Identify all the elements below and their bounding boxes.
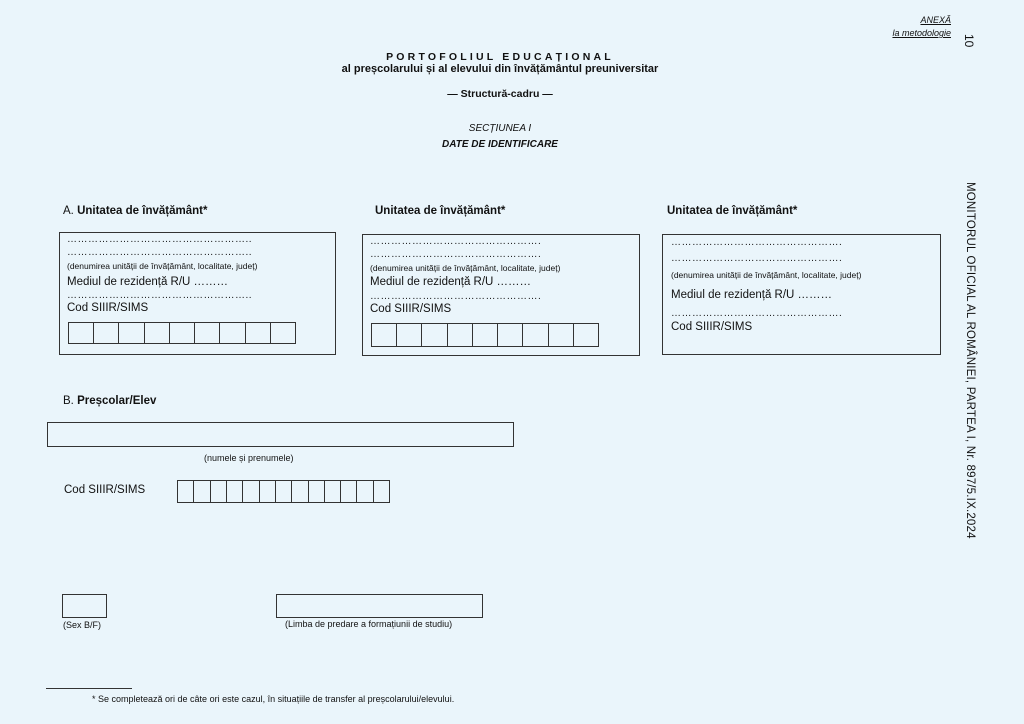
student-code-cells[interactable] [177, 480, 390, 503]
school-2-code-label: Cod SIIIR/SIMS [370, 303, 452, 315]
sidebar-publication: MONITORUL OFICIAL AL ROMÂNIEI, PARTEA I, Nr. 897/5.IX.2024 [964, 182, 976, 539]
school-2-environment[interactable]: Mediul de rezidență R/U ……… [370, 276, 532, 288]
school-3-dots-2[interactable]: …………………………………………. [671, 253, 843, 264]
school-3-dots-1[interactable]: …………………………………………. [671, 237, 843, 248]
school-3-heading [667, 205, 797, 217]
footnote: * Se completează ori de câte ori este cazul, în situațiile de transfer al preșcolarului/elevului. [92, 694, 455, 704]
student-name-field[interactable] [47, 422, 514, 447]
part-a-prefix: A. [63, 205, 74, 217]
school-2-heading [375, 205, 505, 217]
page-number: 10 [962, 34, 976, 48]
school-2-dots-3[interactable]: …………………………………………. [370, 291, 542, 302]
school-2-code-cells[interactable] [371, 323, 599, 347]
school-1-dots-3[interactable]: …………………………………………….. [67, 290, 253, 301]
school-3-environment[interactable]: Mediul de rezidență R/U ……… [671, 289, 833, 301]
school-3-dots-3[interactable]: …………………………………………. [671, 308, 843, 319]
school-2-dots-2[interactable]: …………………………………………. [370, 249, 542, 260]
annex-subtitle: la metodologie [892, 28, 951, 38]
school-3-box [662, 234, 941, 355]
student-code-label: Cod SIIIR/SIMS [64, 484, 146, 496]
structure-label: — Structură-cadru — [447, 88, 553, 100]
document-title: PORTOFOLIUL EDUCAȚIONAL [386, 51, 614, 63]
section-title: DATE DE IDENTIFICARE [442, 139, 558, 150]
school-1-caption: (denumirea unității de învățământ, localitate, județ) [67, 261, 258, 271]
school-2-box [362, 234, 640, 356]
school-1-dots-1[interactable]: …………………………………………….. [67, 234, 253, 245]
document-subtitle: al preșcolarului și al elevului din învățământul preuniversitar [341, 63, 659, 75]
language-caption: (Limba de predare a formațiunii de studiu) [285, 619, 453, 629]
student-label: Preșcolar/Elev [77, 395, 157, 407]
school-2-label: Unitatea de învățământ* [375, 205, 506, 217]
annex-title: ANEXĂ [920, 15, 951, 25]
school-1-dots-2[interactable]: …………………………………………….. [67, 247, 253, 258]
language-field[interactable] [276, 594, 483, 618]
school-3-caption: (denumirea unității de învățământ, localitate, județ) [671, 270, 862, 280]
school-1-environment[interactable]: Mediul de rezidență R/U ……… [67, 276, 229, 288]
school-2-dots-1[interactable]: …………………………………………. [370, 236, 542, 247]
student-name-caption: (numele și prenumele) [204, 453, 294, 463]
school-1-code-label: Cod SIIIR/SIMS [67, 302, 149, 314]
school-1-heading [63, 205, 207, 217]
school-3-label: Unitatea de învățământ* [667, 205, 798, 217]
sex-field[interactable] [62, 594, 107, 618]
school-1-code-cells[interactable] [68, 322, 296, 344]
section-number: SECȚIUNEA I [468, 123, 532, 134]
footnote-divider [46, 688, 132, 689]
student-heading [63, 395, 156, 407]
sex-caption: (Sex B/F) [63, 620, 102, 630]
annex-label [892, 14, 951, 40]
school-1-label: Unitatea de învățământ* [77, 205, 208, 217]
school-3-code-label: Cod SIIIR/SIMS [671, 321, 753, 333]
school-1-box [59, 232, 336, 355]
part-b-prefix: B. [63, 395, 74, 407]
school-2-caption: (denumirea unității de învățământ, localitate, județ) [370, 263, 561, 273]
